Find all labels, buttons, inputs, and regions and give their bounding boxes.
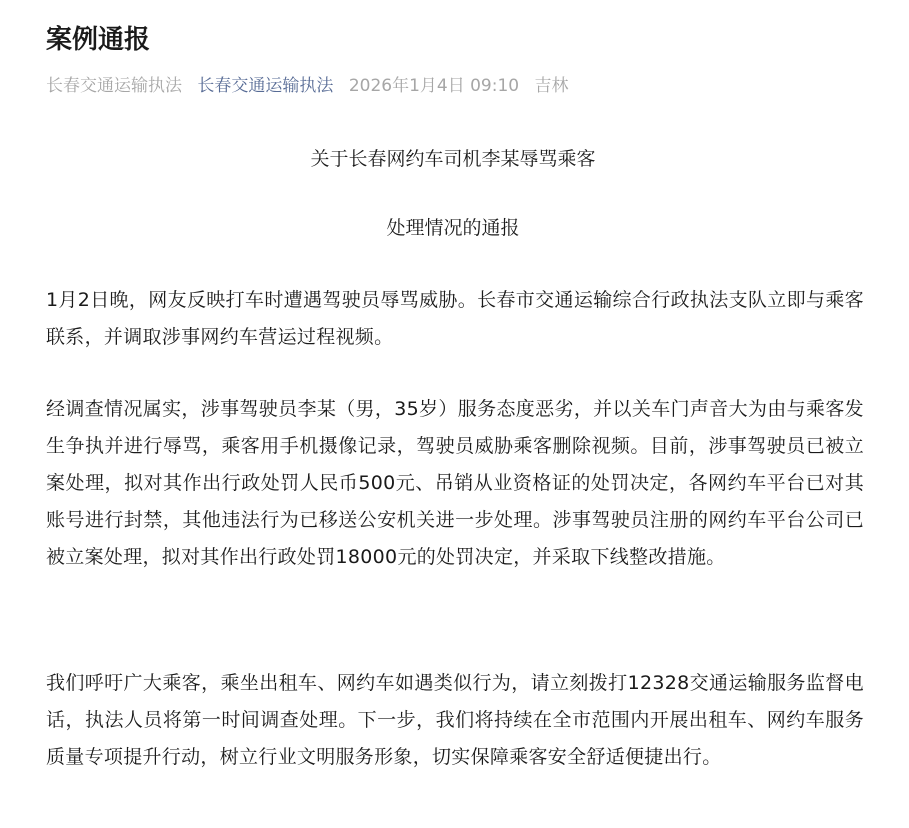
publish-datetime: 2026年1月4日 09:10 <box>348 76 520 96</box>
notice-heading-line-1: 关于长春网约车司机李某辱骂乘客 <box>310 148 596 170</box>
paragraph-incident: 1月2日晚，网友反映打车时遭遇驾驶员辱骂威胁。长春市交通运输综合行政执法支队立即与乘客联系，并调取涉事网约车营运过程视频。 <box>46 289 864 348</box>
publish-location: 吉林 <box>534 76 569 96</box>
author-name: 长春交通运输执法 <box>46 76 182 96</box>
notice-heading-line-2: 处理情况的通报 <box>386 217 520 239</box>
article-meta <box>46 74 579 98</box>
paragraph-appeal: 我们呼吁广大乘客，乘坐出租车、网约车如遇类似行为，请立刻拨打12328交通运输服务监督电话，执法人员将第一时间调查处理。下一步，我们将持续在全市范围内开展出租车、网约车服务质量专项提升行动，树立行业文明服务形象，切实保障乘客安全舒适便捷出行。 <box>46 672 864 768</box>
paragraph-investigation: 经调查情况属实，涉事驾驶员李某（男，35岁）服务态度恶劣，并以关车门声音大为由与乘客发生争执并进行辱骂，乘客用手机摄像记录，驾驶员威胁乘客删除视频。目前，涉事驾驶员已被立案处理，拟对其作出行政处罚人民币500元、吊销从业资格证的处罚决定，各网约车平台已对其账号进行封禁，其他违法行为已移送公安机关进一步处理。涉事驾驶员注册的网约车平台公司已被立案处理，拟对其作出行政处罚18000元的处罚决定，并采取下线整改措施。 <box>46 398 864 568</box>
account-link[interactable]: 长春交通运输执法 <box>197 76 334 96</box>
article-title: 案例通报 <box>46 25 151 55</box>
